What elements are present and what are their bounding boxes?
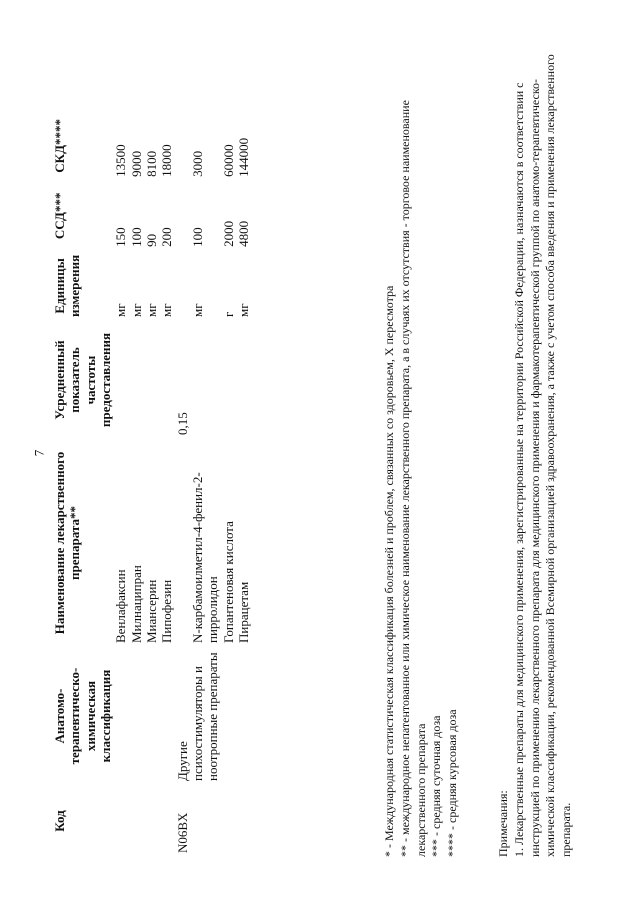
- drug-sdd: 4800: [235, 220, 251, 247]
- drug-sdd: 90: [143, 233, 159, 247]
- drug-unit: мг: [235, 303, 251, 317]
- drug-table: [52, 111, 251, 857]
- drug-sdd: 200: [159, 227, 175, 247]
- group-code: N06BX: [174, 812, 190, 853]
- table-row: [144, 111, 159, 857]
- drug-unit: мг: [128, 303, 144, 317]
- header-unit: Единицы измерения: [52, 254, 83, 317]
- drug-skd: 13500: [113, 144, 129, 177]
- header-frequency: Усредненный показатель частоты предоставления: [52, 332, 113, 428]
- drug-skd: 8100: [143, 150, 159, 177]
- table-header-row: [52, 111, 113, 857]
- footnotes: [382, 37, 461, 857]
- drug-name: Пирацетам: [235, 581, 251, 643]
- drug-unit: мг: [189, 303, 205, 317]
- group-atc: Другие психостимуляторы и ноотропные препараты: [174, 652, 221, 781]
- drug-name: Милнаципран: [128, 565, 144, 643]
- drug-skd: 60000: [220, 144, 236, 177]
- header-sdd: ССД***: [52, 192, 67, 240]
- footnote: ** - международное непатентованное или химическое наименование лекарственного препарата, а в случаях их отсутствия - торговое наименование лекарственного препарата: [397, 100, 428, 857]
- table-row: [129, 111, 144, 857]
- drug-skd: 9000: [128, 150, 144, 177]
- table-row: [113, 111, 128, 857]
- drug-sdd: 150: [113, 227, 129, 247]
- notes-item: 1. Лекарственные препараты для медицинского применения, зарегистрированные на территории Российской Федерации, назначаются в соответствии с инструкцией по применению лекарственного препарата для медицинского применения и фармакотерапевтической группой по анатомо-терапевтическо-химической классификации, рекомендованной Всемирной организацией здравоохранения, а также с учетом способа введения и применения лекарственного препарата.: [511, 54, 574, 857]
- drug-sdd: 2000: [220, 220, 236, 247]
- drug-name: Венлафаксин: [113, 569, 129, 643]
- drug-sdd: 100: [128, 227, 144, 247]
- notes-title: Примечания:: [496, 790, 510, 857]
- drug-name: N-карбамоилметил-4-фенил-2-пирролидон: [189, 472, 221, 643]
- drug-name: Гопантеновая кислота: [220, 521, 236, 643]
- footnote: **** - средняя курсовая доза: [445, 709, 460, 857]
- table-row: [175, 111, 190, 857]
- page-number: 7: [31, 449, 47, 457]
- notes: [496, 37, 575, 857]
- drug-sdd: 100: [189, 227, 205, 247]
- header-skd: СКД****: [52, 118, 67, 173]
- drug-unit: г: [220, 311, 236, 317]
- drug-skd: 3000: [189, 150, 205, 177]
- footnote: *** - средняя суточная доза: [429, 715, 444, 857]
- drug-unit: мг: [143, 303, 159, 317]
- group-frequency: 0,15: [174, 412, 190, 435]
- footnote: * - Международная статистическая классификация болезней и проблем, связанных со здоровьем, X пересмотра: [382, 285, 396, 857]
- header-code: Код: [52, 810, 67, 832]
- drug-name: Миансерин: [143, 579, 159, 643]
- header-drug-name: Наименование лекарственного препарата**: [52, 451, 83, 635]
- drug-name: Пипофезин: [159, 579, 175, 643]
- header-atc: Анатомо-терапевтическо-химическая классификация: [52, 667, 113, 765]
- drug-skd: 144000: [235, 137, 251, 177]
- drug-unit: мг: [159, 303, 175, 317]
- drug-unit: мг: [113, 303, 129, 317]
- table-row: [159, 111, 174, 857]
- drug-skd: 18000: [159, 144, 175, 177]
